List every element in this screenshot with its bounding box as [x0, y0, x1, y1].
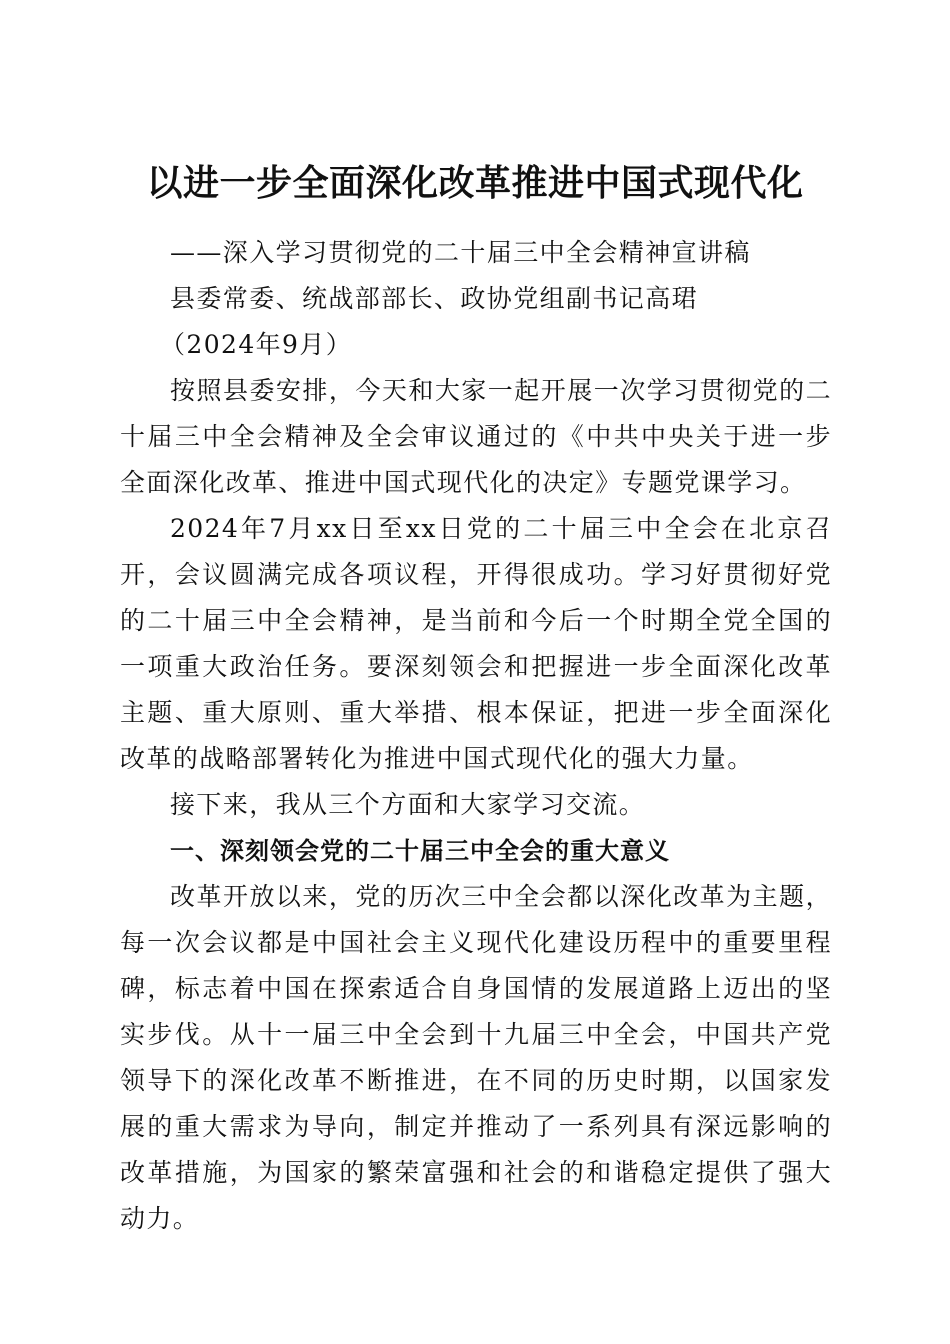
document-body: [120, 230, 832, 1242]
document-date: （2024年9月）: [160, 330, 353, 359]
paragraph-intro: 按照县委安排，今天和大家一起开展一次学习贯彻党的二十届三中全会精神及全会审议通过的《中共中央关于进一步全面深化改革、推进中国式现代化的决定》专题党课学习。: [120, 376, 832, 497]
section-paragraph: 改革开放以来，党的历次三中全会都以深化改革为主题，每一次会议都是中国社会主义现代化建设历程中的重要里程碑，标志着中国在探索适合自身国情的发展道路上迈出的坚实步伐。从十一届三中全会到十九届三中全会，中国共产党领导下的深化改革不断推进，在不同的历史时期，以国家发展的重大需求为导向，制定并推动了一系列具有深远影响的改革措施，为国家的繁荣富强和社会的和谐稳定提供了强大动力。: [120, 882, 832, 1233]
speaker-line: 县委常委、统战部部长、政协党组副书记高珺: [170, 284, 699, 313]
paragraph-meeting: 2024年7月xx日至xx日党的二十届三中全会在北京召开，会议圆满完成各项议程，开得很成功。学习好贯彻好党的二十届三中全会精神，是当前和今后一个时期全党全国的一项重大政治任务。要深刻领会和把握进一步全面深化改革主题、重大原则、重大举措、根本保证，把进一步全面深化改革的战略部署转化为推进中国式现代化的强大力量。: [120, 514, 832, 773]
document-subtitle: ——深入学习贯彻党的二十届三中全会精神宣讲稿: [170, 238, 751, 267]
section-heading: 一、深刻领会党的二十届三中全会的重大意义: [170, 837, 670, 865]
paragraph-transition: 接下来，我从三个方面和大家学习交流。: [170, 790, 646, 819]
document-title: 以进一步全面深化改革推进中国式现代化: [146, 163, 804, 205]
